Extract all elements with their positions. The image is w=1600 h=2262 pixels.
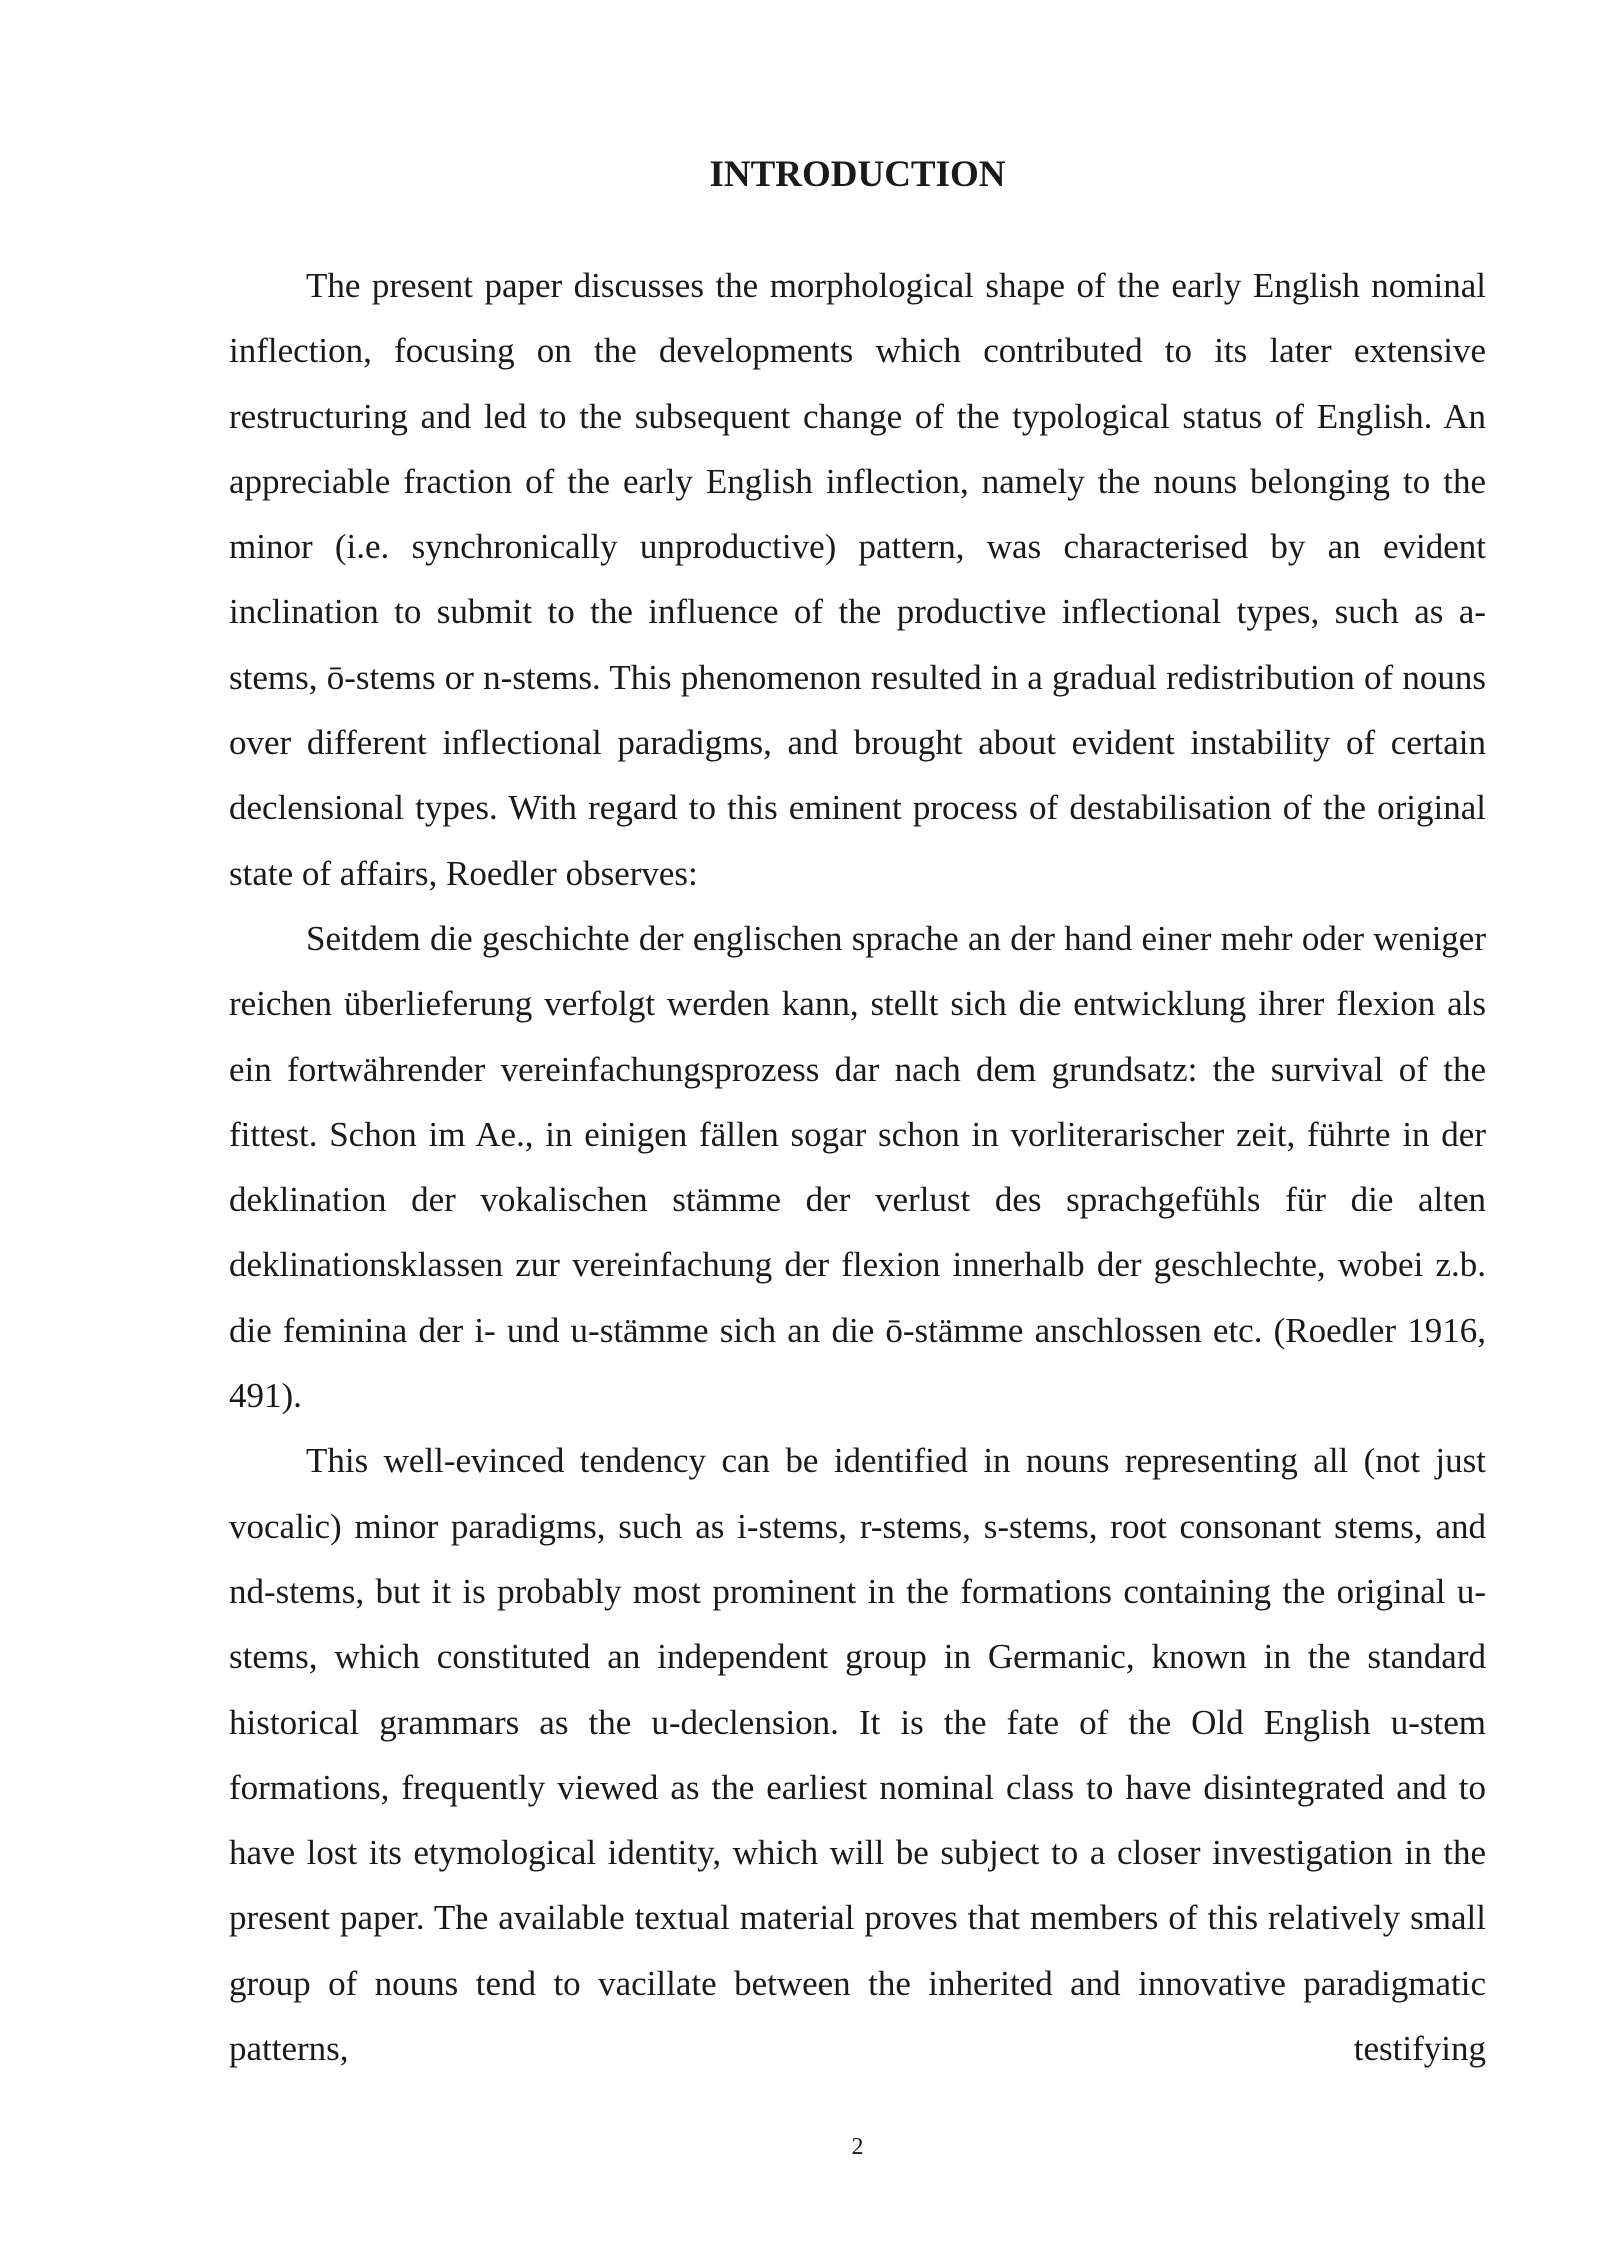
paragraph-quotation: Seitdem die geschichte der englischen sprache an der hand einer mehr oder weniger reichen überlieferung verfolgt werden kann, stellt sich die entwicklung ihrer flexion als ein fortwährender vereinfachungsprozess dar nach dem grundsatz: the survival of the fittest. Schon im Ae., in einigen fällen sogar schon in vorliterarischer zeit, führte in der deklination der vokalischen stämme der verlust des sprachgefühls für die alten deklinationsklassen zur vereinfachung der flexion innerhalb der geschlechte, wobei z.b. die feminina der i- und u-stämme sich an die ō-stämme anschlossen etc. (Roedler 1916, 491). (229, 918, 1486, 1416)
paragraph-u-stems: This well-evinced tendency can be identified in nouns representing all (not just vocalic) minor paradigms, such as i-stems, r-stems, s-stems, root consonant stems, and nd-stems, but it is probably most prominent in the formations containing the original u-stems, which constituted an independent group in Germanic, known in the standard historical grammars as the u-declension. It is the fate of the Old English u-stem formations, frequently viewed as the earliest nominal class to have disintegrated and to have lost its etymological identity, which will be subject to a closer investigation in the present paper. The available textual material proves that members of this relatively small group of nouns tend to vacillate between the inherited and innovative paradigmatic patterns, testifying (229, 1441, 1486, 2069)
page-number: 2 (851, 2134, 864, 2160)
section-heading: INTRODUCTION (709, 154, 1006, 195)
body-text (229, 253, 1486, 2081)
paragraph-intro: The present paper discusses the morphological shape of the early English nominal inflection, focusing on the developments which contributed to its later extensive restructuring and led to the subsequent change of the typological status of English. An appreciable fraction of the early English inflection, namely the nouns belonging to the minor (i.e. synchronically unproductive) pattern, was characterised by an evident inclination to submit to the influence of the productive inflectional types, such as a-stems, ō-stems or n-stems. This phenomenon resulted in a gradual redistribution of nouns over different inflectional paradigms, and brought about evident instability of certain declensional types. With regard to this eminent process of destabilisation of the original state of affairs, Roedler observes: (229, 266, 1486, 893)
